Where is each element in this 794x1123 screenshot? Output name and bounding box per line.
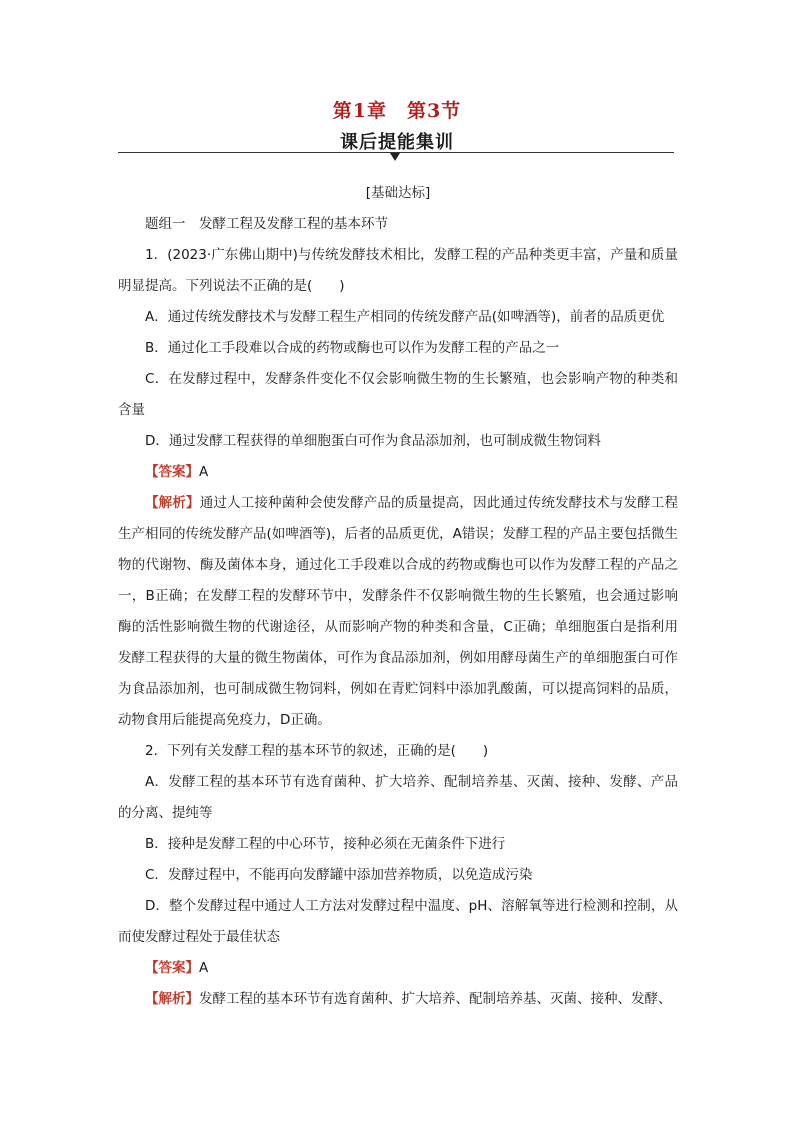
question-2-option-d: D．整个发酵过程中通过人工方法对发酵过程中温度、pH、溶解氧等进行检测和控制，从而使发酵过程处于最佳状态 [118, 898, 678, 945]
question-1-option-b: B．通过化工手段难以合成的药物或酶也可以作为发酵工程的产品之一 [145, 340, 560, 356]
analysis-text: 发酵工程的基本环节有选育菌种、扩大培养、配制培养基、灭菌、接种、发酵、 [199, 991, 672, 1007]
question-1-option-d: D．通过发酵工程获得的单细胞蛋白可作为食品添加剂，也可制成微生物饲料 [145, 433, 601, 449]
analysis-text: 通过人工接种菌种会使发酵产品的质量提高，因此通过传统发酵技术与发酵工程生产相同的传统发酵产品(如啤酒等)，后者的品质更优，A错误；发酵工程的产品主要包括微生物的代谢物、酶及菌体本身，通过化工手段难以合成的药物或酶也可以作为发酵工程的产品之一，B正确；在发酵工程的发酵环节中，发酵条件不仅影响微生物的生长繁殖，也会通过影响酶的活性影响微生物的代谢途径，从而影响产物的种类和含量，C正确；单细胞蛋白是指利用发酵工程获得的大量的微生物菌体，可作为食品添加剂，例如用酵母菌生产的单细胞蛋白可作为食品添加剂，也可制成微生物饲料，例如在青贮饲料中添加乳酸菌，可以提高饲料的品质，动物食用后能提高免疫力，D正确。 [118, 495, 679, 728]
question-2-option-b: B．接种是发酵工程的中心环节，接种必须在无菌条件下进行 [145, 836, 506, 852]
question-1-answer [118, 457, 678, 488]
answer-value: A [199, 464, 209, 480]
chapter-title: 第1章 第3节 [332, 100, 462, 122]
analysis-tag: 【解析】 [145, 991, 199, 1007]
question-1-stem: 1．(2023·广东佛山期中)与传统发酵技术相比，发酵工程的产品种类更丰富，产量和质量明显提高。下列说法不正确的是( ) [118, 247, 678, 294]
question-2-option-a: A．发酵工程的基本环节有选育菌种、扩大培养、配制培养基、灭菌、接种、发酵、产品的分离、提纯等 [118, 774, 678, 821]
answer-value: A [199, 960, 209, 976]
group-title: 题组一 发酵工程及发酵工程的基本环节 [145, 216, 388, 232]
section-subtitle: 课后提能集训 [340, 132, 454, 153]
question-2-answer [118, 953, 678, 984]
triangle-down-icon [390, 153, 400, 161]
answer-tag: 【答案】 [145, 960, 199, 976]
question-2-analysis [118, 984, 678, 1015]
question-1-option-a: A．通过传统发酵技术与发酵工程生产相同的传统发酵产品(如啤酒等)，前者的品质更优 [145, 309, 665, 325]
analysis-tag: 【解析】 [145, 495, 200, 511]
question-2-option-c: C．发酵过程中，不能再向发酵罐中添加营养物质，以免造成污染 [145, 867, 533, 883]
question-1-option-c: C．在发酵过程中，发酵条件变化不仅会影响微生物的生长繁殖，也会影响产物的种类和含量 [118, 371, 678, 418]
document-body [118, 178, 678, 1015]
question-2-stem: 2．下列有关发酵工程的基本环节的叙述，正确的是( ) [145, 743, 489, 759]
section-label: [基础达标] [365, 185, 431, 201]
question-1-analysis [118, 488, 678, 736]
answer-tag: 【答案】 [145, 464, 199, 480]
